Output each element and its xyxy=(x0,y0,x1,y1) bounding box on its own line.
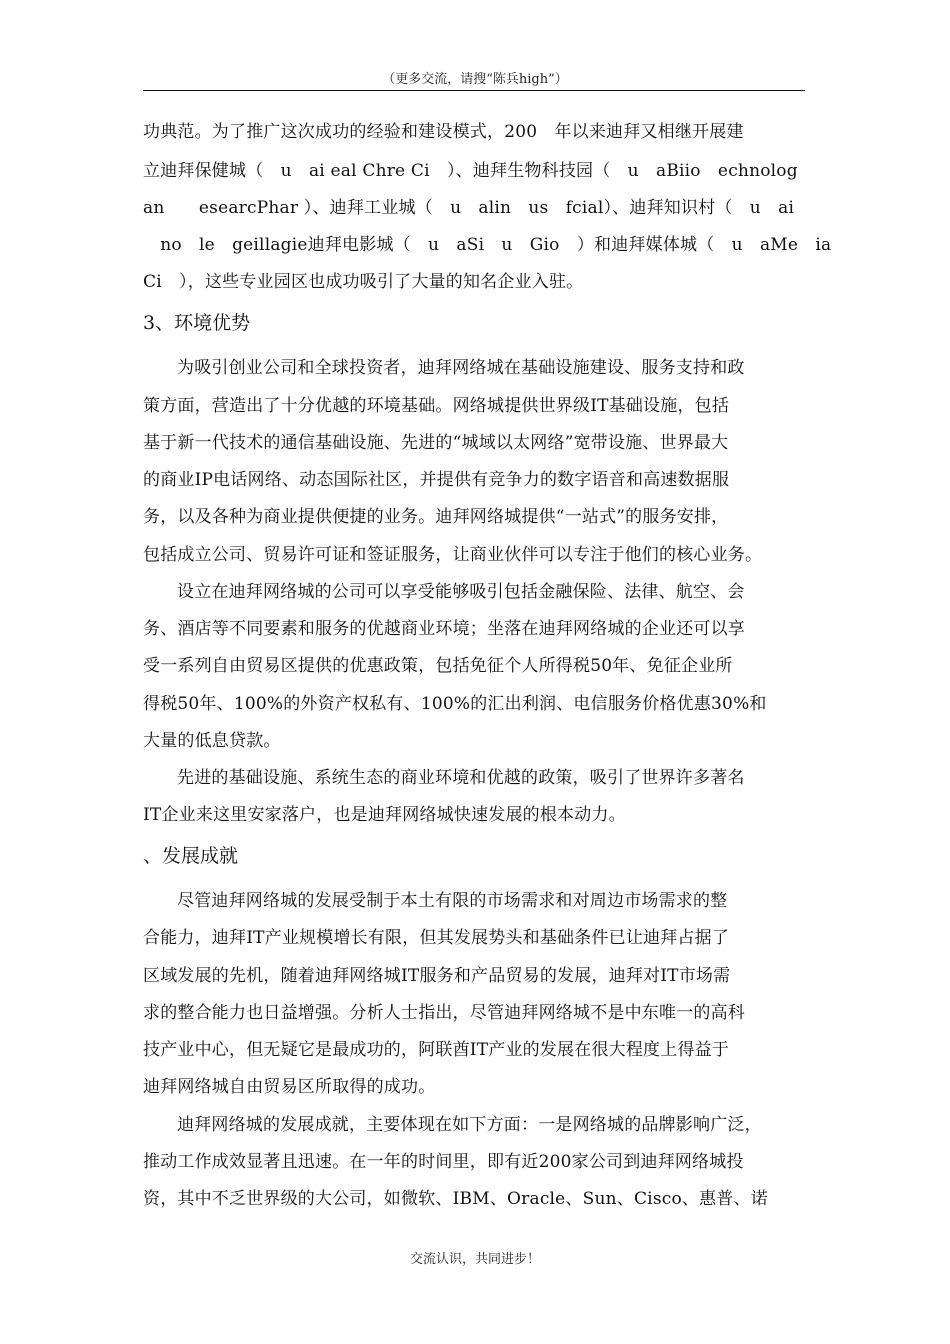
text-line: 策方面，营造出了十分优越的环境基础。网络城提供世界级IT基础设施，包括 xyxy=(143,396,730,416)
text-line: 设立在迪拜网络城的公司可以享受能够吸引包括金融保险、法律、航空、会 xyxy=(177,582,745,602)
text-line: 推动工作成效显著且迅速。在一年的时间里，即有近200家公司到迪拜网络城投 xyxy=(143,1152,744,1172)
text-line: 务，以及各种为商业提供便捷的业务。迪拜网络城提供“一站式”的服务安排， xyxy=(143,507,729,527)
text-line: 基于新一代技术的通信基础设施、先进的“城域以太网络”宽带设施、世界最大 xyxy=(143,433,729,453)
text-line: 务、酒店等不同要素和服务的优越商业环境；坐落在迪拜网络城的企业还可以享 xyxy=(143,619,745,639)
text-line: 大量的低息贷款。 xyxy=(143,731,281,751)
text-line: 技产业中心，但无疑它是最成功的，阿联酋IT产业的发展在很大程度上得益于 xyxy=(143,1040,730,1060)
section-heading: 3、环境优势 xyxy=(143,312,251,334)
text-line: 资，其中不乏世界级的大公司，如微软、IBM、Oracle、Sun、Cisco、惠普、诺 xyxy=(143,1189,768,1209)
text-line: no le geillagie迪拜电影城（ u aSi u Gio ）和迪拜媒体城（ u aMe ia xyxy=(143,235,832,255)
text-line: Ci ），这些专业园区也成功吸引了大量的知名企业入驻。 xyxy=(143,272,584,292)
text-line: 功典范。为了推广这次成功的经验和建设模式，200 年以来迪拜又相继开展建 xyxy=(143,122,744,142)
text-line: 得税50年、100%的外资产权私有、100%的汇出利润、电信服务价格优惠30%和 xyxy=(143,694,767,714)
text-line: an esearcPhar ）、迪拜工业城（ u alin us fcial）、迪拜知识村（ u ai xyxy=(143,198,795,218)
text-line: 区域发展的先机，随着迪拜网络城IT服务和产品贸易的发展，迪拜对IT市场需 xyxy=(143,966,731,986)
text-line: 立迪拜保健城（ u ai eal Chre Ci ）、迪拜生物科技园（ u aBiio echnolog xyxy=(143,161,798,181)
text-line: 受一系列自由贸易区提供的优惠政策，包括免征个人所得税50年、免征企业所 xyxy=(143,656,733,676)
page-header: （更多交流，请搜“陈兵high”） xyxy=(382,72,568,87)
text-line: 的商业IP电话网络、动态国际社区，并提供有竞争力的数字语音和高速数据服 xyxy=(143,470,730,490)
text-line: 合能力，迪拜IT产业规模增长有限，但其发展势头和基础条件已让迪拜占据了 xyxy=(143,928,730,948)
text-line: 为吸引创业公司和全球投资者，迪拜网络城在基础设施建设、服务支持和政 xyxy=(177,358,745,378)
text-line: 尽管迪拜网络城的发展受制于本土有限的市场需求和对周边市场需求的整 xyxy=(177,891,728,911)
text-line: 迪拜网络城自由贸易区所取得的成功。 xyxy=(143,1077,436,1097)
text-line: 迪拜网络城的发展成就，主要体现在如下方面：一是网络城的品牌影响广泛， xyxy=(177,1115,762,1135)
text-line: IT企业来这里安家落户，也是迪拜网络城快速发展的根本动力。 xyxy=(143,805,626,825)
header-rule xyxy=(143,90,805,91)
text-line: 求的整合能力也日益增强。分析人士指出，尽管迪拜网络城不是中东唯一的高科 xyxy=(143,1003,745,1023)
page-footer: 交流认识，共同进步！ xyxy=(409,1252,540,1267)
text-line: 先进的基础设施、系统生态的商业环境和优越的政策，吸引了世界许多著名 xyxy=(177,768,745,788)
section-heading: 、发展成就 xyxy=(143,845,239,867)
text-line: 包括成立公司、贸易许可证和签证服务，让商业伙伴可以专注于他们的核心业务。 xyxy=(143,545,763,565)
